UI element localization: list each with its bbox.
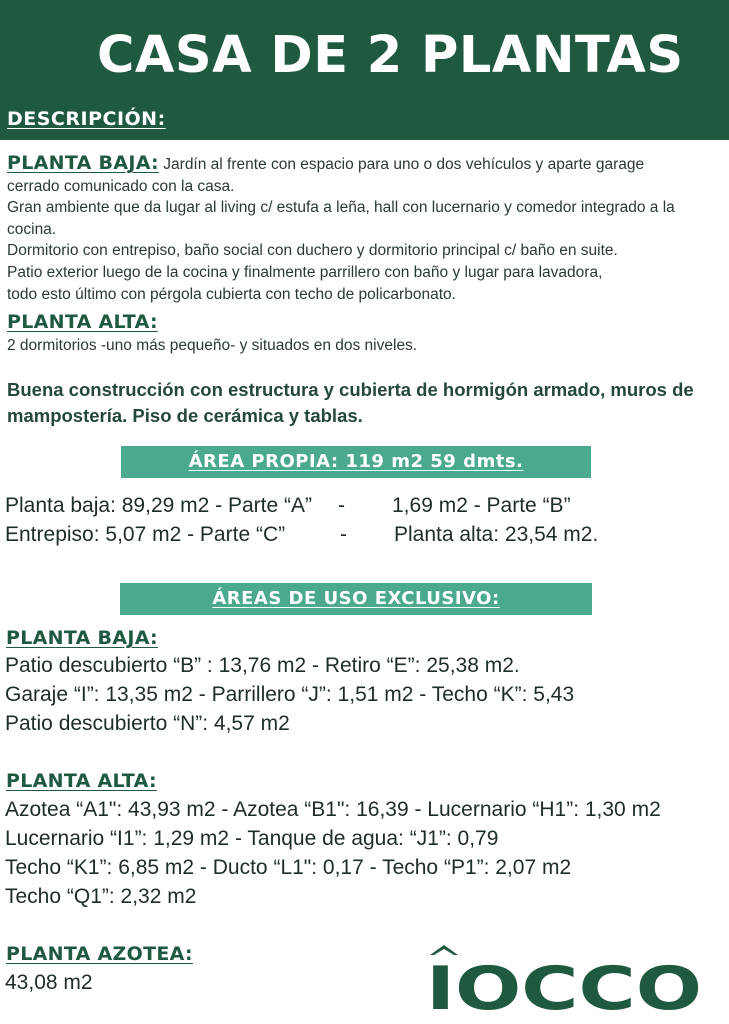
planta-baja-label: PLANTA BAJA: xyxy=(7,152,159,174)
excl-planta-alta-line: Techo “K1”: 6,85 m2 - Ducto “L1": 0,17 - Techo “P1”: 2,07 m2 xyxy=(5,856,572,879)
area-row1-sep: - xyxy=(338,494,345,517)
planta-baja-line: cerrado comunicado con la casa. xyxy=(7,177,235,195)
planta-baja-line: Patio exterior luego de la cocina y finalmente parrillero con baño y lugar para lavadora, xyxy=(7,263,603,281)
area-row2-sep: - xyxy=(340,523,347,546)
planta-baja-description xyxy=(7,153,722,305)
planta-baja-line: Dormitorio con entrepiso, baño social con duchero y dormitorio principal c/ baño en suite. xyxy=(7,242,618,260)
excl-planta-alta-line: Lucernario “I1”: 1,29 m2 - Tanque de agua: “J1”: 0,79 xyxy=(5,827,499,850)
planta-baja-line: cocina. xyxy=(7,220,57,238)
areas-exclusivo-banner: ÁREAS DE USO EXCLUSIVO: xyxy=(120,583,592,615)
excl-planta-azotea-value: 43,08 m2 xyxy=(5,971,93,994)
excl-planta-baja-line: Patio descubierto “B” : 13,76 m2 - Retiro “E”: 25,38 m2. xyxy=(5,654,520,677)
area-propia-banner: ÁREA PROPIA: 119 m2 59 dmts. xyxy=(121,446,591,478)
area-row2-left: Entrepiso: 5,07 m2 - Parte “C” xyxy=(5,523,286,546)
area-row2-right: Planta alta: 23,54 m2. xyxy=(394,523,599,546)
svg-text:IOCCO: IOCCO xyxy=(426,954,702,1016)
excl-planta-alta-label: PLANTA ALTA: xyxy=(6,770,157,792)
iocco-logo xyxy=(426,942,702,1016)
header-bar xyxy=(0,0,729,140)
excl-planta-alta-line: Azotea “A1": 43,93 m2 - Azotea “B1": 16,39 - Lucernario “H1”: 1,30 m2 xyxy=(5,798,661,821)
excl-planta-baja-label: PLANTA BAJA: xyxy=(6,627,158,649)
excl-planta-alta-line: Techo “Q1”: 2,32 m2 xyxy=(5,885,197,908)
excl-planta-baja-line: Patio descubierto “N”: 4,57 m2 xyxy=(5,712,290,735)
page-title: CASA DE 2 PLANTAS xyxy=(97,26,684,85)
planta-alta-text: 2 dormitorios -uno más pequeño- y situados en dos niveles. xyxy=(7,337,418,354)
planta-baja-line: PLANTA BAJA: Jardín al frente con espacio para uno o dos vehículos y aparte garage xyxy=(7,152,645,174)
area-row1-left: Planta baja: 89,29 m2 - Parte “A” xyxy=(5,494,312,517)
planta-alta-label: PLANTA ALTA: xyxy=(7,311,158,333)
excl-planta-baja-line: Garaje “I”: 13,35 m2 - Parrillero “J”: 1,51 m2 - Techo “K”: 5,43 xyxy=(5,683,575,706)
planta-baja-line: Gran ambiente que da lugar al living c/ estufa a leña, hall con lucernario y comedor integrado a la xyxy=(7,199,675,217)
construction-text: Buena construcción con estructura y cubierta de hormigón armado, muros de mampostería. Piso de cerámica y tablas. xyxy=(7,379,694,426)
excl-planta-azotea-label: PLANTA AZOTEA: xyxy=(6,943,193,965)
description-heading: DESCRIPCIÓN: xyxy=(7,108,166,130)
area-row1-right: 1,69 m2 - Parte “B” xyxy=(392,494,571,517)
planta-baja-line: todo esto último con pérgola cubierta con techo de policarbonato. xyxy=(7,285,456,303)
planta-alta-description xyxy=(7,311,722,357)
